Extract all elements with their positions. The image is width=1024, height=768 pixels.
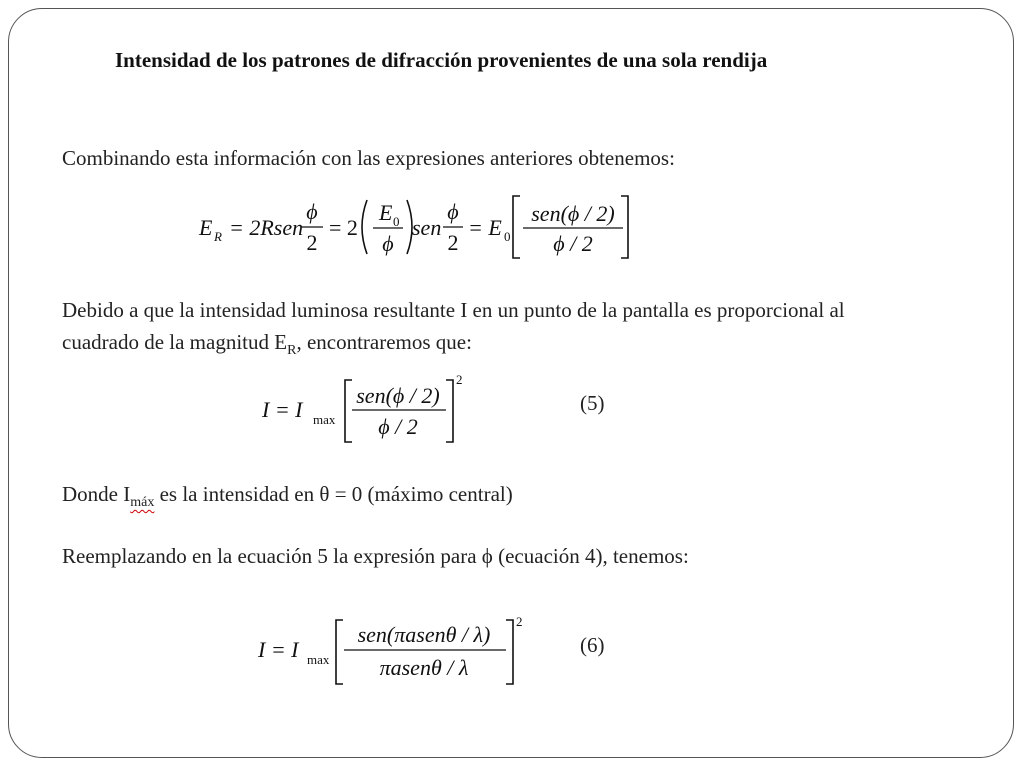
f1-big-num: sen(ϕ / 2) <box>531 201 615 226</box>
paragraph-substitution: Reemplazando en la ecuación 5 la expresión para ϕ (ecuación 4), tenemos: <box>62 544 689 568</box>
f3-exp: 2 <box>516 614 523 629</box>
f3-num: sen(πasenθ / λ) <box>357 622 491 647</box>
f1-term1: = 2Rsen <box>229 215 304 240</box>
paragraph-intensity-line1: Debido a que la intensidad luminosa resultante I en un punto de la pantalla es proporcional al <box>62 298 845 322</box>
f1-frac1-den: 2 <box>306 230 318 255</box>
f3-den: πasenθ / λ <box>379 655 469 680</box>
slide-title: Intensidad de los patrones de difracción provenientes de una sola rendija <box>115 48 768 72</box>
f1-frac3-den: 2 <box>447 230 459 255</box>
f1-lhs: E <box>199 215 213 240</box>
paragraph-max-definition: Donde $I_{máx}$ es la intensidad en θ = 0 (máximo central) <box>62 482 513 511</box>
f1-term3: sen <box>412 215 442 240</box>
f2-lhs-sub: max <box>313 412 336 427</box>
equation-number-5: (5) <box>580 391 605 415</box>
f1-inner-num-sub: 0 <box>393 214 400 229</box>
f3-lhs-sub: max <box>307 652 330 667</box>
f1-frac1-num: ϕ <box>306 199 318 224</box>
f1-term4: = E <box>468 215 502 240</box>
f1-big-den: ϕ / 2 <box>553 231 593 256</box>
f1-term4-sub: 0 <box>504 229 511 244</box>
f1-term2: = 2 <box>329 215 358 240</box>
f1-frac3-num: ϕ <box>447 199 459 224</box>
f2-num: sen(ϕ / 2) <box>356 383 440 408</box>
formula-intensity-5 <box>258 372 488 450</box>
f3-lhs: I = I <box>258 637 299 662</box>
f1-lhs-sub: R <box>214 229 222 244</box>
intro-paragraph: Combinando esta información con las expresiones anteriores obtenemos: <box>62 146 675 170</box>
f2-lhs: I = I <box>262 397 303 422</box>
f2-exp: 2 <box>456 372 463 387</box>
f2-den: ϕ / 2 <box>378 414 418 439</box>
f1-inner-num: E <box>379 200 393 225</box>
formula-intensity-6 <box>254 612 544 692</box>
f1-inner-den: ϕ <box>382 231 394 256</box>
formula-electric-field <box>195 190 635 265</box>
equation-number-6: (6) <box>580 633 605 657</box>
paragraph-intensity-line2: cuadrado de la magnitud $E_R$, encontraremos que: <box>62 330 472 359</box>
